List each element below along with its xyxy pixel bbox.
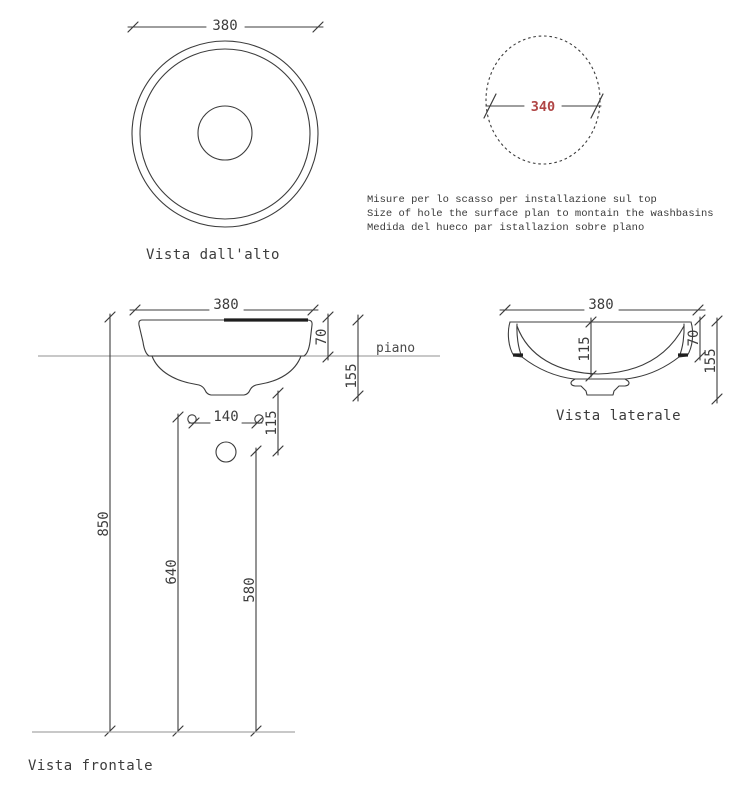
side-view-label: Vista laterale xyxy=(556,408,682,424)
front-view xyxy=(28,297,440,774)
top-view-label: Vista dall'alto xyxy=(146,247,280,263)
front-drain-drop-value: 115 xyxy=(264,410,280,436)
front-total-height-value: 850 xyxy=(96,511,112,537)
front-mid-height-dimension xyxy=(164,412,183,736)
side-bowl-depth-dimension xyxy=(577,317,596,381)
side-basin-height-dimension xyxy=(703,316,722,404)
side-drain-fitting xyxy=(571,379,629,395)
front-hole-spacing-value: 140 xyxy=(213,409,239,425)
side-basin-height-value: 155 xyxy=(703,348,719,374)
side-bowl-depth-value: 115 xyxy=(577,336,593,362)
top-view-outer-rim-circle xyxy=(132,41,318,227)
front-drain-hole xyxy=(216,442,236,462)
top-view xyxy=(128,18,323,263)
front-fixing-hole-right xyxy=(255,415,263,423)
top-view-width-dimension xyxy=(128,18,323,34)
side-left-rim-hook xyxy=(508,322,522,357)
top-view-drain-circle xyxy=(198,106,252,160)
top-view-inner-rim-circle xyxy=(140,49,310,219)
front-view-label: Vista frontale xyxy=(28,758,154,774)
front-hole-spacing-dimension xyxy=(189,409,262,428)
side-width-dimension xyxy=(500,297,705,315)
installation-hole-diagram xyxy=(367,36,714,234)
note-line-english: Size of hole the surface plan to montain the washbasins xyxy=(367,208,714,220)
front-mid-height-value: 640 xyxy=(164,559,180,585)
note-line-italian: Misure per lo scasso per installazione sul top xyxy=(367,194,657,206)
side-outer-bowl-left xyxy=(522,357,574,379)
front-basin-height-value: 155 xyxy=(344,363,360,389)
front-drain-height-dimension xyxy=(242,446,261,736)
front-drain-height-value: 580 xyxy=(242,577,258,603)
top-view-width-value: 380 xyxy=(212,18,238,34)
front-total-height-dimension xyxy=(96,312,115,736)
side-view xyxy=(500,297,722,424)
side-width-value: 380 xyxy=(588,297,614,313)
note-line-spanish: Medida del hueco par istallazion sobre plano xyxy=(367,222,645,234)
side-rim-height-value: 70 xyxy=(686,329,702,347)
front-bowl-outline xyxy=(152,356,301,395)
side-inner-bowl-curve xyxy=(517,326,684,374)
front-width-value: 380 xyxy=(213,297,239,313)
front-rim-height-dimension xyxy=(314,312,333,362)
hole-width-value: 340 xyxy=(530,99,556,115)
front-rim-height-value: 70 xyxy=(314,328,330,346)
front-rim-outline xyxy=(139,320,312,356)
front-drain-drop-dimension xyxy=(264,388,283,456)
hole-width-dimension xyxy=(484,94,603,118)
installation-notes xyxy=(367,194,714,234)
plane-label: piano xyxy=(376,341,416,356)
front-basin-height-dimension xyxy=(344,315,363,401)
front-width-dimension xyxy=(130,297,318,315)
